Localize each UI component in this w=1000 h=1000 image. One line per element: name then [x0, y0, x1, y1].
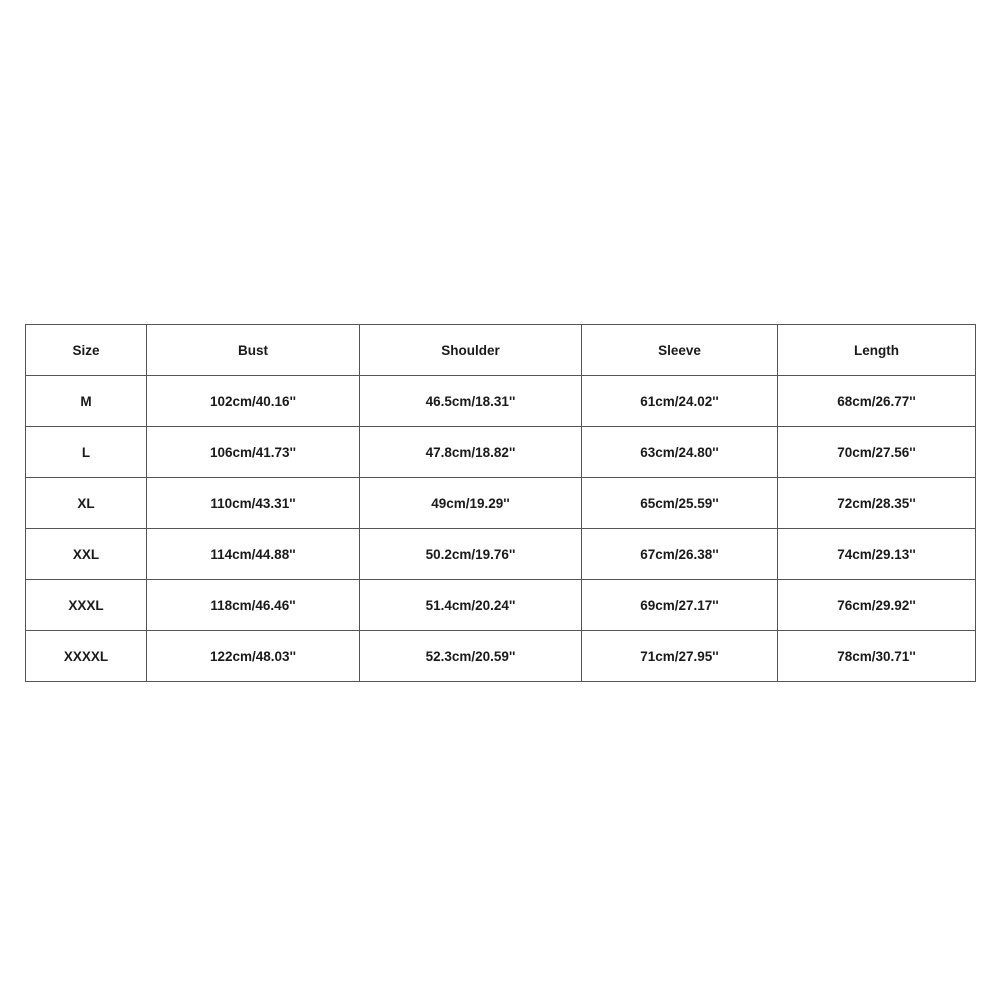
cell-length: 78cm/30.71''	[778, 631, 976, 682]
header-length: Length	[778, 325, 976, 376]
cell-sleeve: 65cm/25.59''	[582, 478, 778, 529]
header-row	[26, 325, 976, 376]
cell-shoulder: 50.2cm/19.76''	[360, 529, 582, 580]
header-bust: Bust	[147, 325, 360, 376]
header-size: Size	[26, 325, 147, 376]
header-sleeve: Sleeve	[582, 325, 778, 376]
cell-bust: 102cm/40.16''	[147, 376, 360, 427]
cell-length: 72cm/28.35''	[778, 478, 976, 529]
cell-size: XXXXL	[26, 631, 147, 682]
cell-length: 70cm/27.56''	[778, 427, 976, 478]
header-shoulder: Shoulder	[360, 325, 582, 376]
cell-bust: 114cm/44.88''	[147, 529, 360, 580]
cell-length: 76cm/29.92''	[778, 580, 976, 631]
cell-shoulder: 47.8cm/18.82''	[360, 427, 582, 478]
table-row	[26, 427, 976, 478]
cell-sleeve: 71cm/27.95''	[582, 631, 778, 682]
cell-shoulder: 51.4cm/20.24''	[360, 580, 582, 631]
cell-bust: 118cm/46.46''	[147, 580, 360, 631]
cell-size: M	[26, 376, 147, 427]
cell-shoulder: 49cm/19.29''	[360, 478, 582, 529]
cell-bust: 110cm/43.31''	[147, 478, 360, 529]
cell-shoulder: 52.3cm/20.59''	[360, 631, 582, 682]
cell-sleeve: 61cm/24.02''	[582, 376, 778, 427]
cell-sleeve: 63cm/24.80''	[582, 427, 778, 478]
cell-length: 74cm/29.13''	[778, 529, 976, 580]
cell-size: XXXL	[26, 580, 147, 631]
cell-shoulder: 46.5cm/18.31''	[360, 376, 582, 427]
cell-size: L	[26, 427, 147, 478]
cell-size: XL	[26, 478, 147, 529]
table-row	[26, 631, 976, 682]
cell-length: 68cm/26.77''	[778, 376, 976, 427]
cell-bust: 122cm/48.03''	[147, 631, 360, 682]
cell-sleeve: 67cm/26.38''	[582, 529, 778, 580]
size-chart-table	[25, 324, 976, 682]
table-row	[26, 478, 976, 529]
cell-sleeve: 69cm/27.17''	[582, 580, 778, 631]
table-row	[26, 580, 976, 631]
table-row	[26, 529, 976, 580]
table-row	[26, 376, 976, 427]
cell-size: XXL	[26, 529, 147, 580]
cell-bust: 106cm/41.73''	[147, 427, 360, 478]
